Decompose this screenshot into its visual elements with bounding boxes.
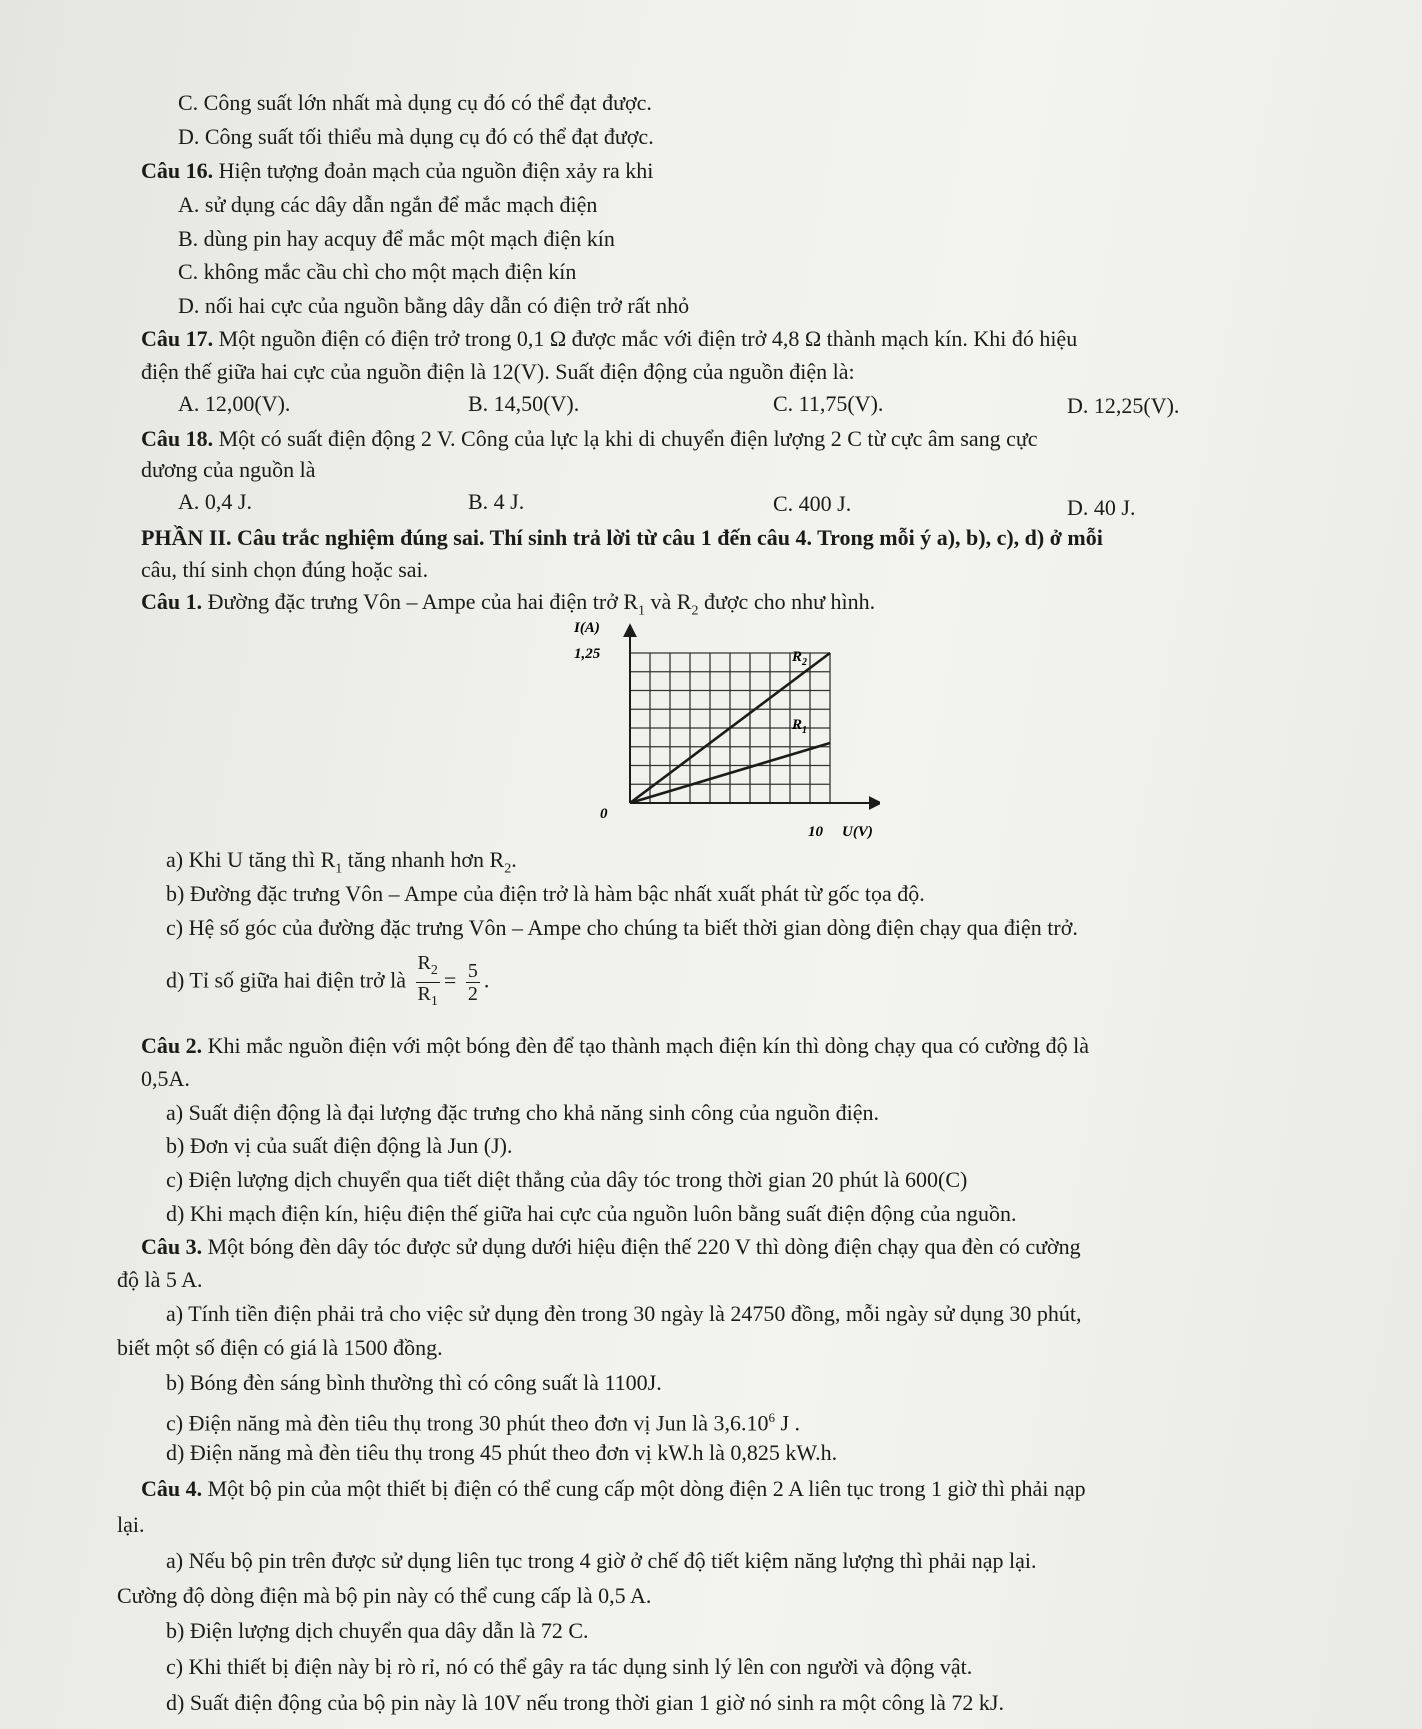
c1-sub-1: 1 [638, 603, 646, 619]
c4-stem-2: lại. [117, 1512, 145, 1537]
c4-a-2: Cường độ dòng điện mà bộ pin này có thể cung cấp là 0,5 A. [117, 1583, 652, 1608]
c1-a-pre: a) Khi U tăng thì R [166, 847, 336, 872]
c3-c-unit: J . [774, 1410, 801, 1436]
series-label-1: $R_1$ [792, 717, 808, 736]
c1-a-end: . [511, 847, 517, 872]
c3-a-1: a) Tính tiền điện phải trả cho việc sử dụng đèn trong 30 ngày là 24750 đồng, mỗi ngày sử dụng 30 phút, [166, 1301, 1082, 1326]
c2-a: a) Suất điện động là đại lượng đặc trưng cho khả năng sinh công của nguồn điện. [166, 1100, 880, 1125]
x-axis-label: U(V) [842, 824, 873, 840]
c4-text-1: Một bộ pin của một thiết bị điện có thể cung cấp một dòng điện 2 A liên tục trong 1 giờ thì phải nạp [207, 1476, 1086, 1501]
c4-stem-1 [141, 1475, 1086, 1503]
c2-text-1: Khi mắc nguồn điện với một bóng đèn để tạo thành mạch điện kín thì dòng chạy qua có cường độ là [207, 1033, 1090, 1058]
c3-c [166, 1404, 800, 1437]
c4-a-1: a) Nếu bộ pin trên được sử dụng liên tục trong 4 giờ ở chế độ tiết kiệm năng lượng thì phải nạp lại. [166, 1548, 1037, 1573]
ratio-den: R [417, 983, 431, 1005]
origin-label: 0 [600, 806, 608, 822]
q15-option-d: D. Công suất tối thiểu mà dụng cụ đó có thể đạt được. [178, 124, 654, 149]
part2-title: PHẦN II. Câu trắc nghiệm đúng sai. Thí sinh trả lời từ câu 1 đến câu 4. Trong mỗi ý a), b), c), d) ở mỗi [141, 525, 1103, 550]
q16-text: Hiện tượng đoản mạch của nguồn điện xảy ra khi [218, 158, 654, 183]
q17-option-a: A. 12,00(V). [178, 391, 291, 416]
q16-option-a: A. sử dụng các dây dẫn ngắn để mắc mạch điện [178, 192, 598, 217]
c2-c: c) Điện lượng dịch chuyển qua tiết diệt thẳng của dây tóc trong thời gian 20 phút là 600(C) [166, 1167, 968, 1192]
q17-label: Câu 17. [141, 326, 214, 351]
q16-stem [141, 157, 653, 185]
ratio-value [466, 960, 480, 1005]
iv-characteristic-chart [560, 618, 880, 848]
c3-d: d) Điện năng mà đèn tiêu thụ trong 45 phút theo đơn vị kW.h là 0,825 kW.h. [166, 1440, 838, 1465]
c1-a-sub2: 2 [504, 861, 512, 877]
c2-b: b) Đơn vị của suất điện động là Jun (J). [166, 1133, 513, 1158]
c3-b: b) Bóng đèn sáng bình thường thì có công suất là 1100J. [166, 1370, 662, 1395]
q16-option-b: B. dùng pin hay acquy để mắc một mạch điện kín [178, 226, 615, 251]
ratio-eq: = [443, 967, 457, 993]
q18-option-c: C. 400 J. [773, 491, 852, 516]
c1-b: b) Đường đặc trưng Vôn – Ampe của điện trở là hàm bậc nhất xuất phát từ gốc tọa độ. [166, 881, 925, 906]
c1-stem-b: và R [645, 589, 692, 614]
q18-stem-1 [141, 425, 1038, 453]
c3-c-val: 3,6.10 [713, 1410, 769, 1436]
q18-text-1: Một có suất điện động 2 V. Công của lực lạ khi di chuyển điện lượng 2 C từ cực âm sang cực [218, 426, 1038, 451]
q17-option-b: B. 14,50(V). [468, 391, 580, 416]
ratio-num-sub: 2 [430, 963, 438, 978]
c4-label: Câu 4. [141, 1476, 203, 1501]
c1-sub-2: 2 [691, 603, 699, 619]
ratio-value-den: 2 [467, 983, 478, 1005]
q16-option-c: C. không mắc cầu chì cho một mạch điện kín [178, 259, 577, 284]
y-axis-label: I(A) [574, 620, 600, 636]
q15-option-c: C. Công suất lớn nhất mà dụng cụ đó có thể đạt được. [178, 90, 652, 115]
q17-option-d: D. 12,25(V). [1067, 393, 1180, 418]
c1-d [166, 952, 489, 1013]
q17-stem-1 [141, 325, 1077, 353]
ratio-num: R [417, 952, 431, 974]
c3-c-exp: 6 [768, 1410, 775, 1425]
c1-d-pre: d) Tỉ số giữa hai điện trở là [166, 967, 407, 993]
ratio-den-sub: 1 [430, 994, 438, 1009]
q16-option-d: D. nối hai cực của nguồn bằng dây dẫn có điện trở rất nhỏ [178, 293, 690, 318]
c2-stem-1 [141, 1032, 1089, 1060]
c1-stem-a: Đường đặc trưng Vôn – Ampe của hai điện trở R [207, 589, 639, 614]
c3-stem-2: độ là 5 A. [117, 1267, 203, 1292]
c2-d: d) Khi mạch điện kín, hiệu điện thế giữa hai cực của nguồn luôn bằng suất điện động của nguồn. [166, 1201, 1017, 1226]
ratio-value-num: 5 [467, 960, 478, 982]
c1-label: Câu 1. [141, 589, 203, 614]
c3-label: Câu 3. [141, 1234, 203, 1259]
c4-c: c) Khi thiết bị điện này bị rò rỉ, nó có thể gây ra tác dụng sinh lý lên con người và động vật. [166, 1654, 973, 1679]
c2-stem-2: 0,5A. [141, 1066, 190, 1091]
c1-stem-c: được cho như hình. [698, 589, 876, 614]
y-tick-max: 1,25 [574, 646, 601, 662]
c3-text-1: Một bóng đèn dây tóc được sử dụng dưới hiệu điện thế 220 V thì dòng điện chạy qua đèn có cường [207, 1234, 1081, 1259]
c1-a-mid: tăng nhanh hơn R [342, 847, 505, 872]
q17-option-c: C. 11,75(V). [773, 391, 884, 416]
c3-a-2: biết một số điện có giá là 1500 đồng. [117, 1335, 443, 1360]
c1-c: c) Hệ số góc của đường đặc trưng Vôn – Ampe cho chúng ta biết thời gian dòng điện chạy qua điện trở. [166, 915, 1078, 940]
x-tick-max: 10 [808, 824, 823, 840]
c1-a-sub1: 1 [335, 861, 343, 877]
series-label-0: $R_2$ [792, 649, 808, 668]
q17-stem-2: điện thế giữa hai cực của nguồn điện là 12(V). Suất điện động của nguồn điện là: [141, 359, 855, 384]
q18-option-d: D. 40 J. [1067, 495, 1136, 520]
c2-label: Câu 2. [141, 1033, 203, 1058]
c3-c-pre: c) Điện năng mà đèn tiêu thụ trong 30 phút theo đơn vị Jun là [166, 1410, 708, 1436]
c4-d: d) Suất điện động của bộ pin này là 10V nếu trong thời gian 1 giờ nó sinh ra một công là 72 kJ. [166, 1690, 1004, 1715]
q16-label: Câu 16. [141, 158, 214, 183]
c1-a [166, 846, 517, 883]
resistance-ratio [416, 952, 440, 1013]
ratio-end: . [483, 967, 490, 993]
q18-label: Câu 18. [141, 426, 214, 451]
q17-text-1: Một nguồn điện có điện trở trong 0,1 Ω được mắc với điện trở 4,8 Ω thành mạch kín. Khi đó hiệu [218, 326, 1078, 351]
q18-option-a: A. 0,4 J. [178, 489, 252, 514]
c4-b: b) Điện lượng dịch chuyển qua dây dẫn là 72 C. [166, 1618, 589, 1643]
q18-option-b: B. 4 J. [468, 489, 525, 514]
c3-stem-1 [141, 1233, 1081, 1261]
part2-title-2: câu, thí sinh chọn đúng hoặc sai. [141, 557, 429, 582]
q18-stem-2: dương của nguồn là [141, 457, 316, 482]
